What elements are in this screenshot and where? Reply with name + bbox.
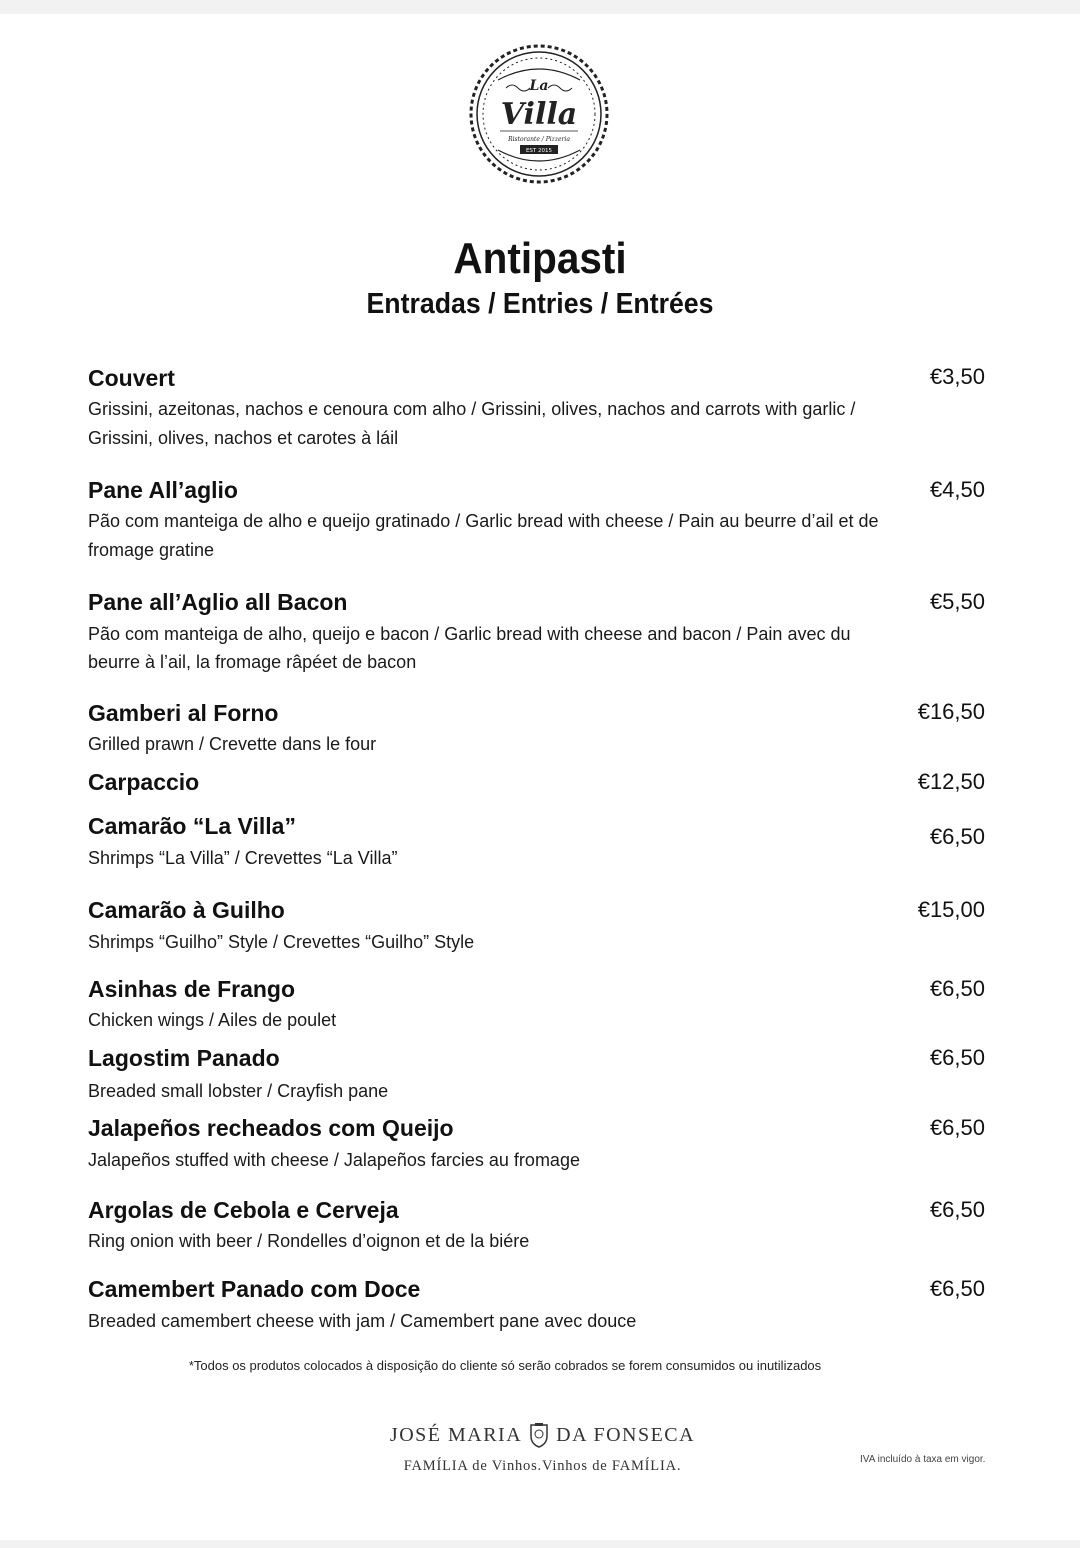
sponsor-name-right: DA FONSECA: [556, 1423, 696, 1446]
svg-text:Ristorante / Pizzeria: Ristorante / Pizzeria: [508, 136, 570, 143]
la-villa-logo: [468, 38, 610, 190]
menu-item-description: Jalapeños stuffed with cheese / Jalapeños farcies au fromage: [88, 1150, 580, 1170]
menu-item-name: Camarão à Guilho: [88, 897, 285, 923]
menu-item-description: Grissini, azeitonas, nachos e cenoura com alho / Grissini, olives, nachos and carrots with garlic /: [88, 399, 856, 419]
menu-item-name: Argolas de Cebola e Cerveja: [88, 1197, 399, 1223]
menu-item-price: €6,50: [929, 1045, 985, 1070]
menu-item-name: Pane all’Aglio all Bacon: [88, 589, 348, 615]
menu-item-description: Shrimps “Guilho” Style / Crevettes “Guilho” Style: [88, 932, 475, 952]
svg-text:EST 2015: EST 2015: [525, 148, 553, 154]
sponsor-tagline: FAMÍLIA de Vinhos.Vinhos de FAMÍLIA.: [403, 1458, 682, 1474]
menu-item-price: €6,50: [929, 824, 985, 849]
menu-item-name: Lagostim Panado: [88, 1045, 280, 1071]
page-title: Antipasti: [453, 234, 627, 283]
menu-item-price: €6,50: [929, 1276, 985, 1301]
menu-item-description: beurre à l’ail, la fromage râpéet de bacon: [88, 652, 417, 672]
menu-item-description: Ring onion with beer / Rondelles d’oignon et de la biére: [88, 1231, 530, 1251]
menu-item-price: €12,50: [917, 769, 985, 794]
menu-item-price: €16,50: [917, 699, 985, 724]
menu-item-price: €5,50: [929, 589, 985, 614]
menu-item-description: Pão com manteiga de alho e queijo gratinado / Garlic bread with cheese / Pain au beurre d’ail et de: [88, 511, 879, 531]
menu-item-price: €3,50: [929, 364, 985, 389]
menu-item-description: Shrimps “La Villa” / Crevettes “La Villa”: [88, 848, 398, 868]
menu-item-name: Couvert: [88, 365, 175, 391]
svg-text:La: La: [529, 78, 549, 94]
crest-icon: [528, 1422, 550, 1448]
menu-item-price: €6,50: [929, 976, 985, 1001]
menu-item-name: Camembert Panado com Doce: [88, 1276, 421, 1302]
menu-item-description: Grilled prawn / Crevette dans le four: [88, 734, 377, 754]
tax-note: IVA incluído à taxa em vigor.: [860, 1454, 986, 1465]
menu-item-price: €6,50: [929, 1197, 985, 1222]
menu-item-name: Gamberi al Forno: [88, 700, 279, 726]
menu-item-name: Carpaccio: [88, 769, 200, 795]
menu-item-price: €6,50: [929, 1115, 985, 1140]
menu-item-price: €15,00: [917, 897, 985, 922]
menu-item-name: Jalapeños recheados com Queijo: [88, 1115, 454, 1141]
menu-item-name: Camarão “La Villa”: [88, 813, 296, 839]
svg-text:Villa: Villa: [500, 97, 578, 132]
footnote: *Todos os produtos colocados à disposição do cliente só serão cobrados se forem consumidos ou inutilizados: [188, 1358, 822, 1373]
menu-page: [0, 14, 1080, 1540]
menu-item-description: Pão com manteiga de alho, queijo e bacon / Garlic bread with cheese and bacon / Pain avec du: [88, 624, 851, 644]
menu-item-name: Pane All’aglio: [88, 477, 238, 503]
menu-item-description: Grissini, olives, nachos et carotes à láil: [88, 428, 399, 448]
sponsor-logo: [370, 1422, 715, 1475]
menu-item-name: Asinhas de Frango: [88, 976, 296, 1002]
menu-item-description: Breaded small lobster / Crayfish pane: [88, 1081, 389, 1101]
menu-item-price: €4,50: [929, 477, 985, 502]
sponsor-name-left: JOSÉ MARIA: [389, 1423, 523, 1446]
page-subtitle: Entradas / Entries / Entrées: [366, 288, 714, 320]
menu-item-description: fromage gratine: [88, 540, 215, 560]
menu-item-description: Breaded camembert cheese with jam / Camembert pane avec douce: [88, 1311, 637, 1331]
menu-item-description: Chicken wings / Ailes de poulet: [88, 1010, 337, 1030]
